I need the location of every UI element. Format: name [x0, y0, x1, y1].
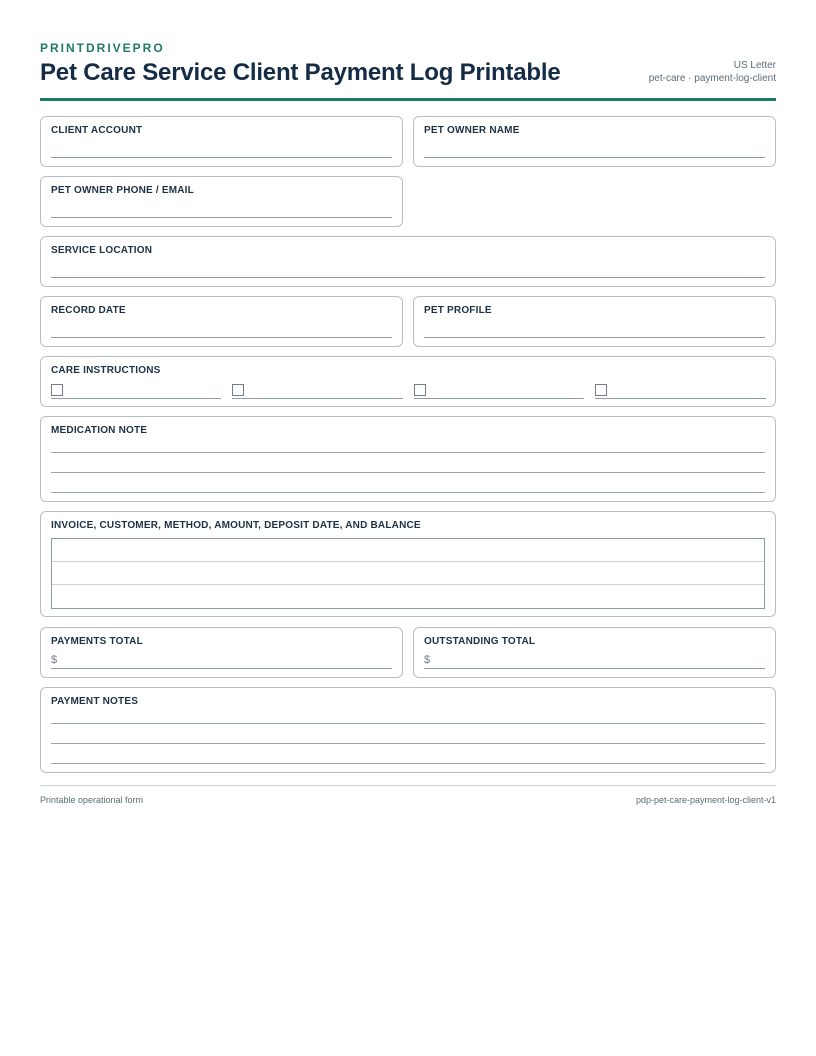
payments-total-field[interactable]	[40, 627, 403, 678]
invoice-table-section	[40, 511, 776, 617]
write-line	[51, 157, 392, 158]
write-line	[51, 217, 392, 218]
care-option-1[interactable]	[51, 383, 221, 399]
write-line	[51, 337, 392, 338]
form-page	[40, 40, 776, 707]
table-row[interactable]	[52, 562, 764, 585]
page-footer	[40, 785, 776, 805]
invoice-table	[51, 538, 765, 609]
checkbox[interactable]	[595, 384, 607, 396]
field-label: PAYMENT NOTES	[51, 696, 139, 707]
brand-name: PRINTDRIVEPRO	[40, 41, 165, 55]
write-line	[51, 668, 392, 669]
table-row[interactable]	[52, 539, 764, 562]
record-date-field[interactable]	[40, 296, 403, 347]
field-label: CLIENT ACCOUNT	[51, 125, 143, 136]
field-label: PET PROFILE	[424, 305, 492, 316]
form-meta	[649, 59, 776, 85]
table-row[interactable]	[52, 585, 764, 608]
care-option-2[interactable]	[232, 383, 403, 399]
payment-notes-field[interactable]	[40, 687, 776, 773]
write-line	[51, 763, 765, 764]
checkbox[interactable]	[232, 384, 244, 396]
field-label: PAYMENTS TOTAL	[51, 636, 143, 647]
write-line	[424, 157, 765, 158]
currency-symbol: $	[424, 654, 431, 666]
pet-profile-field[interactable]	[413, 296, 776, 347]
write-line	[51, 743, 765, 744]
field-label: RECORD DATE	[51, 305, 126, 316]
paper-size: US Letter	[733, 60, 776, 71]
form-id: pdp-pet-care-payment-log-client-v1	[635, 795, 776, 805]
care-instructions-field	[40, 356, 776, 407]
currency-symbol: $	[51, 654, 58, 666]
client-account-field[interactable]	[40, 116, 403, 167]
pet-owner-name-field[interactable]	[413, 116, 776, 167]
care-option-3[interactable]	[414, 383, 584, 399]
field-label: CARE INSTRUCTIONS	[51, 365, 161, 376]
write-line	[424, 337, 765, 338]
service-location-field[interactable]	[40, 236, 776, 287]
page-title: Pet Care Service Client Payment Log Printable	[40, 59, 561, 86]
write-line	[51, 723, 765, 724]
checkbox[interactable]	[51, 384, 63, 396]
write-line	[51, 492, 765, 493]
field-label: PET OWNER PHONE / EMAIL	[51, 185, 194, 196]
footer-description: Printable operational form	[40, 795, 144, 805]
form-tags: pet-care · payment-log-client	[648, 73, 776, 84]
write-line	[51, 277, 765, 278]
field-label: MEDICATION NOTE	[51, 425, 148, 436]
field-label: OUTSTANDING TOTAL	[424, 636, 536, 647]
form-header	[40, 40, 776, 101]
checkbox[interactable]	[414, 384, 426, 396]
pet-owner-contact-field[interactable]	[40, 176, 403, 227]
field-label: INVOICE, CUSTOMER, METHOD, AMOUNT, DEPOSIT DATE, AND BALANCE	[51, 520, 421, 531]
outstanding-total-field[interactable]	[413, 627, 776, 678]
care-option-4[interactable]	[595, 383, 766, 399]
write-line	[51, 452, 765, 453]
field-label: PET OWNER NAME	[424, 125, 520, 136]
write-line	[51, 472, 765, 473]
write-line	[424, 668, 765, 669]
field-label: SERVICE LOCATION	[51, 245, 153, 256]
medication-note-field[interactable]	[40, 416, 776, 502]
